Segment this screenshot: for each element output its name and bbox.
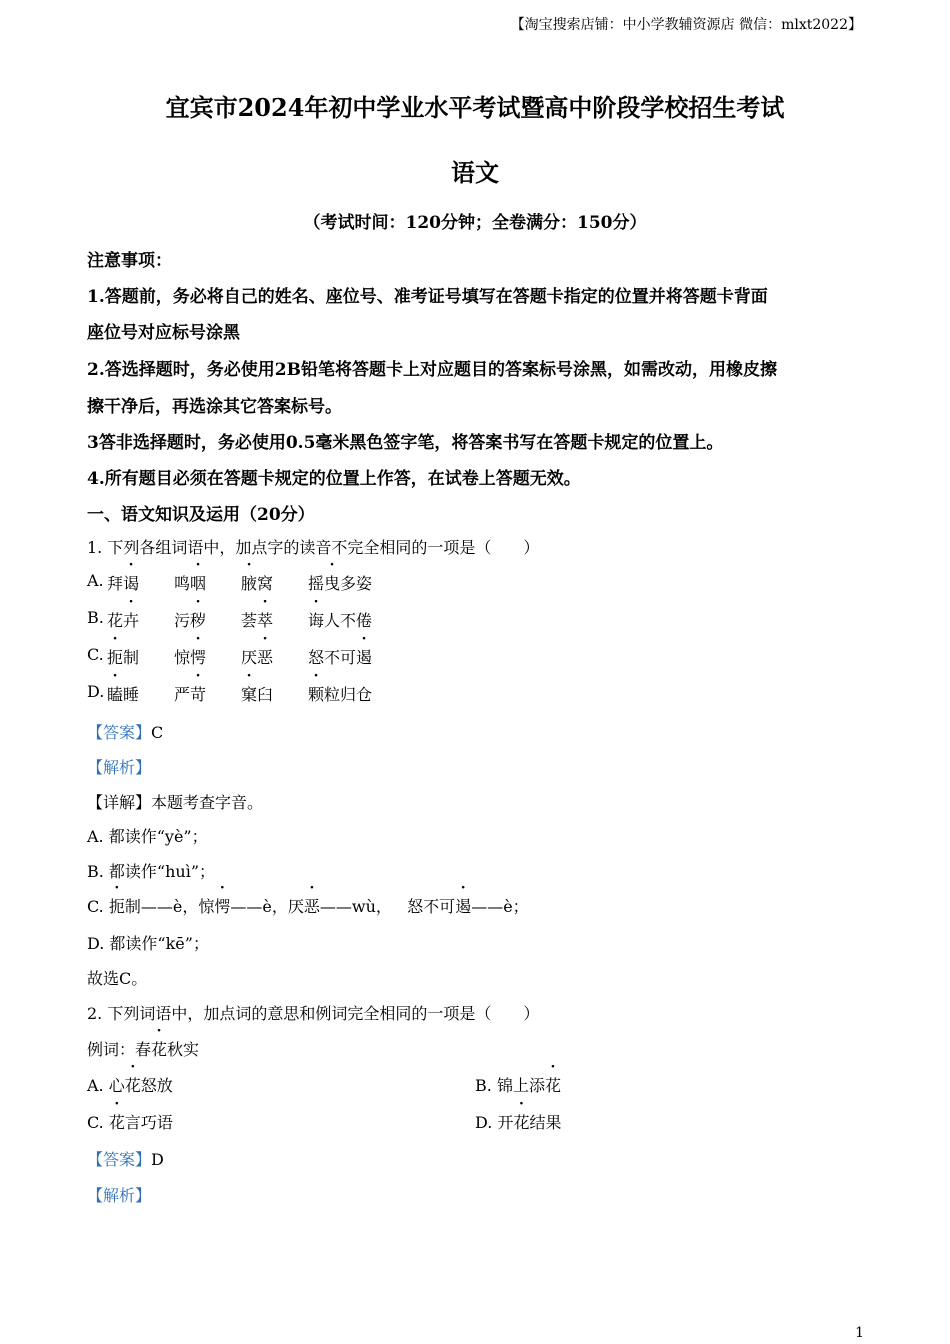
dotted-char: 窠: [241, 685, 258, 704]
option-label: A.: [87, 571, 104, 590]
option-label: C.: [87, 645, 104, 664]
notice-line-5: 3答非选择题时，务必使用0.5毫米黑色签字笔，将答案书写在答题卡规定的位置上。: [87, 433, 724, 453]
q1-analysis-tag: 【解析】: [87, 758, 152, 777]
dotted-char: 咽: [190, 574, 207, 593]
dotted-char: 遏: [455, 897, 472, 916]
answer-tag: 【答案】: [87, 723, 152, 742]
dotted-char: 扼: [107, 648, 124, 667]
notice-line-3: 2.答选择题时，务必使用2B铅笔将答题卡上对应题目的答案标号涂黑，如需改动，用橡皮擦: [87, 360, 777, 380]
dotted-char: 腋: [241, 574, 258, 593]
dotted-char: 花: [108, 1113, 125, 1132]
q2-option-c: C. 花言巧语: [87, 1110, 173, 1133]
q1-explain-c: C. 扼制——è，惊愕——è，厌恶——wù， 怒不可遏——è；: [87, 894, 529, 917]
detail-text: 本题考查字音。: [151, 793, 264, 812]
dotted-char: 愕: [190, 648, 207, 667]
dotted-char: 瞌: [107, 685, 124, 704]
option-label: D.: [87, 682, 105, 701]
option-label: B.: [87, 608, 104, 627]
dotted-char: 曳: [324, 574, 341, 593]
section-heading: 一、语文知识及运用（20分）: [87, 505, 315, 525]
answer-value: C: [151, 723, 164, 742]
dotted-char: 谒: [123, 574, 140, 593]
q2-option-b: B. 锦上添花: [475, 1073, 561, 1096]
q1-detail: [87, 790, 263, 813]
q1-explain-a: A. 都读作“yè”；: [87, 827, 208, 846]
dotted-char: 恶: [303, 897, 320, 916]
q2-option-a: A. 心花怒放: [87, 1073, 173, 1096]
answer-value: D: [151, 1150, 164, 1169]
dotted-char: 秽: [190, 611, 207, 630]
question-2-stem: 2. 下列词语中，加点词的意思和例词完全相同的一项是（ ）: [87, 1004, 540, 1023]
dotted-char: 花: [544, 1076, 561, 1095]
q1-option-d: D. 瞌睡 严苛 窠臼 颗粒归仓: [87, 682, 373, 704]
q1-option-a: A. 拜谒 鸣咽 腋窝 摇曳多姿: [87, 571, 373, 593]
dotted-char: 颗: [308, 685, 325, 704]
q1-option-b: B. 花卉 污秽 荟萃 诲人不倦: [87, 608, 373, 630]
notice-line-4: 擦干净后，再选涂其它答案标号。: [87, 397, 342, 417]
q2-answer: [87, 1147, 164, 1170]
dotted-char: 愕: [214, 897, 231, 916]
page-number: 1: [855, 1325, 864, 1341]
header-note: 【淘宝搜索店铺：中小学教辅资源店 微信：mlxt2022】: [510, 17, 862, 33]
question-1-stem: 1. 下列各组词语中，加点字的读音不完全相同的一项是（ ）: [87, 538, 540, 557]
q1-conclusion: 故选C。: [87, 969, 148, 988]
notice-line-1: 1.答题前，务必将自己的姓名、座位号、准考证号填写在答题卡指定的位置并将答题卡背面: [87, 287, 768, 307]
dotted-char: 苛: [190, 685, 207, 704]
exam-title: 宜宾市2024年初中学业水平考试暨高中阶段学校招生考试: [165, 93, 785, 122]
q2-analysis-tag: 【解析】: [87, 1186, 152, 1205]
dotted-char: 恶: [257, 648, 274, 667]
dotted-char: 卉: [123, 611, 140, 630]
dotted-char: 萃: [257, 611, 274, 630]
detail-tag: 【详解】: [87, 793, 152, 812]
dotted-char: 诲: [308, 611, 325, 630]
notice-heading: 注意事项：: [87, 251, 172, 271]
q2-option-d: D. 开花结果: [475, 1110, 561, 1133]
q2-example: 例词：春花秋实: [87, 1037, 199, 1060]
dotted-char: 花: [513, 1113, 530, 1132]
dotted-char: 扼: [108, 897, 125, 916]
dotted-char: 花: [151, 1040, 168, 1059]
q1-explain-d: D. 都读作“kē”；: [87, 934, 209, 953]
dotted-char: 花: [124, 1076, 141, 1095]
dotted-char: 遏: [356, 648, 373, 667]
q1-option-c: C. 扼制 惊愕 厌恶 怒不可遏: [87, 645, 373, 667]
notice-line-6: 4.所有题目必须在答题卡规定的位置上作答，在试卷上答题无效。: [87, 469, 581, 489]
answer-tag: 【答案】: [87, 1150, 152, 1169]
q1-answer: [87, 720, 163, 743]
exam-info: （考试时间：120分钟；全卷满分：150分）: [303, 213, 647, 233]
q1-explain-b: B. 都读作“huì”；: [87, 862, 216, 881]
notice-line-2: 座位号对应标号涂黑: [87, 323, 240, 343]
subject-title: 语文: [451, 158, 499, 187]
